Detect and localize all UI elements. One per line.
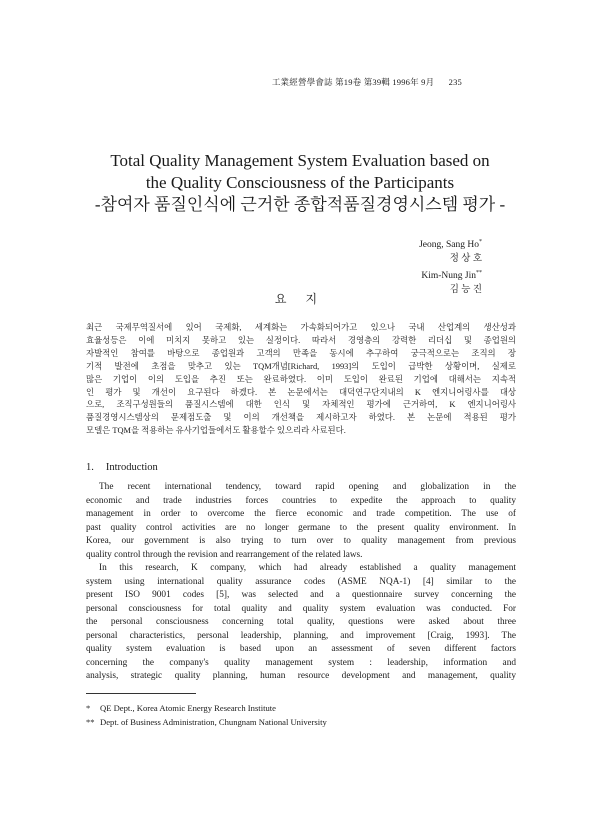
body-line: management in order to overcome the fierce economic and trade competition. The use of bbox=[86, 509, 516, 519]
body-line: the personal consciousness concerning total quality, questions were asked about three bbox=[86, 617, 516, 627]
body-line: concerning the company's quality management system : leadership, information and bbox=[86, 657, 516, 668]
footnote-1-mark: * bbox=[86, 703, 91, 713]
author-1-korean: 정 상 호 bbox=[449, 254, 482, 265]
body-line: system using international quality assurance codes (ASME NQA-1) [4] similar to the bbox=[86, 576, 516, 587]
body-line: quality control through the revision and rearrangement of the related laws. bbox=[86, 549, 363, 560]
abstract-line: 으로, 조직구성원들의 품질시스템에 대한 인식 및 자체적인 평가에 근거하여, K 엔지니어링사 bbox=[86, 400, 516, 410]
author-2 bbox=[419, 266, 482, 283]
section-heading bbox=[86, 462, 158, 473]
abstract-heading: 요 지 bbox=[274, 292, 326, 306]
abstract-line: 모델은 TQM을 적용하는 유사기업들에서도 활용할수 있으리라 사료된다. bbox=[86, 426, 346, 436]
body-line: quality system evaluation is based upon an assessment of seven different factors bbox=[86, 644, 516, 654]
abstract-line: 효율성등은 이에 미치지 못하고 있는 실정이다. 따라서 경영층의 강력한 리더십 및 종업원의 bbox=[86, 335, 516, 345]
footnote-2-mark: ** bbox=[86, 717, 95, 727]
author-1-mark: * bbox=[479, 239, 482, 245]
abstract-line: 품질경영시스템상의 문제점도출 및 이의 개선책을 제시하고자 하였다. 본 논문에 적용된 평가 bbox=[86, 413, 516, 423]
body-line: present ISO 9001 codes [5], was selected and a questionnaire survey concerning the bbox=[86, 590, 516, 600]
author-1-name: Jeong, Sang Ho bbox=[419, 240, 479, 251]
introduction-body bbox=[86, 481, 516, 684]
running-header bbox=[272, 76, 462, 88]
footnote-1-text: QE Dept., Korea Atomic Energy Research Institute bbox=[100, 703, 276, 713]
abstract-line: 기적 발전에 초점을 맞추고 있는 TQM개념[Richard, 1993]의 도입이 급박한 상황이며, 실제로 bbox=[86, 361, 516, 371]
author-2-name: Kim-Nung Jin bbox=[421, 271, 476, 282]
body-line: economic and trade industries forces countries to expedite the approach to quality bbox=[86, 495, 516, 506]
author-1 bbox=[419, 235, 482, 252]
body-line: In this research, K company, which had already established a quality management bbox=[99, 563, 516, 573]
author-2-mark: ** bbox=[476, 270, 482, 277]
section-number: 1. bbox=[86, 462, 94, 473]
title-line-3-korean: -참여자 품질인식에 근거한 종합적품질경영시스템 평가 - bbox=[94, 195, 506, 214]
footnote-2 bbox=[86, 715, 327, 729]
abstract-body bbox=[86, 322, 516, 438]
page-number: 235 bbox=[448, 77, 462, 87]
body-line: The recent international tendency, toward rapid opening and globalization in the bbox=[99, 482, 516, 492]
body-line: past quality control activities are no longer germane to the present quality environment. In bbox=[86, 522, 516, 533]
body-line: personal consciousness for total quality and quality system evaluation was conducted. For bbox=[86, 603, 516, 614]
footnote-2-text: Dept. of Business Administration, Chungnam National University bbox=[100, 717, 327, 727]
body-line: analysis, strategic quality planning, human resource development and management, quality bbox=[86, 671, 516, 681]
title-line-2: the Quality Consciousness of the Participants bbox=[145, 173, 455, 192]
body-line: Korea, our government is also trying to turn over to quality management from previous bbox=[86, 536, 516, 546]
title-line-1: Total Quality Management System Evaluation based on bbox=[110, 151, 490, 170]
author-block bbox=[419, 235, 482, 297]
footnote-1 bbox=[86, 701, 327, 715]
footnote-divider bbox=[86, 693, 196, 694]
abstract-line: 인 평가 및 개선이 요구된다 하겠다. 본 논문에서는 대덕연구단지내의 K 엔지니어링사를 대상 bbox=[86, 387, 516, 397]
journal-info: 工業經營學會誌 第19卷 第39輯 1996年 9月 bbox=[271, 77, 435, 87]
abstract-line: 많은 기업이 이의 도입을 추진 또는 완료하였다. 이미 도입이 완료된 기업에 대해서는 지속적 bbox=[86, 374, 516, 384]
body-line: personal characteristics, personal leadership, planning, and improvement [Craig, 1993]. The bbox=[86, 630, 516, 641]
section-title: Introduction bbox=[105, 462, 158, 473]
abstract-line: 최근 국제무역질서에 있어 국제화, 세계화는 가속화되어가고 있으나 국내 산업계의 생산성과 bbox=[86, 323, 516, 332]
paper-title bbox=[0, 150, 600, 216]
author-2-korean: 김 능 진 bbox=[449, 285, 482, 296]
footnotes bbox=[86, 701, 327, 729]
abstract-line: 자발적인 참여를 바탕으로 종업원과 고객의 만족을 동시에 추구하여 궁극적으로는 조직의 장 bbox=[86, 348, 516, 358]
